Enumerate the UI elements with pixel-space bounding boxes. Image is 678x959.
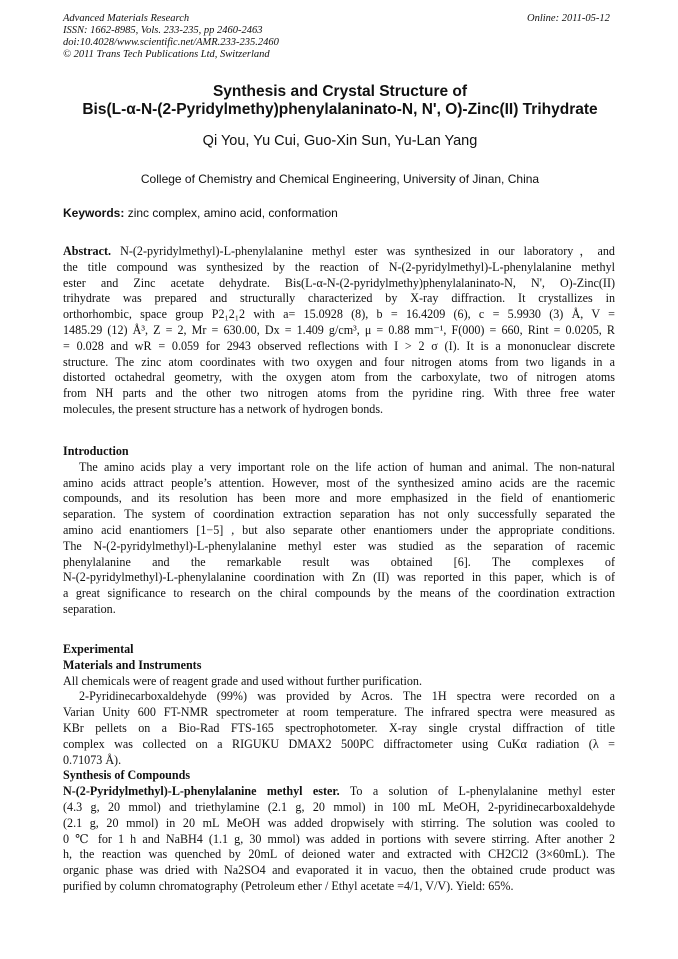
materials-line-1: All chemicals were of reagent grade and used without further purification. xyxy=(63,673,422,688)
synthesis-line-4: 0 ℃ for 1 h and NaBH4 (1.1 g, 30 mmol) was added in portions with severe stirring. After another 2 xyxy=(63,831,615,846)
synthesis-line-2: (4.3 g, 20 mmol) and triethylamine (2.1 g, 20 mmol) in 100 mL MeOH, 2-pyridinecarboxaldehyde xyxy=(63,799,615,814)
abstract-line-7: = 0.028 and wR = 0.059 for 2943 observed reflections with I > 2 σ (I). It is a mononuclear discrete xyxy=(63,338,615,353)
abstract-line-4: trihydrate was prepared and structurally characterized by X-ray diffraction. It crystallizes in xyxy=(63,291,615,306)
intro-line-1: The amino acids play a very important role on the life action of human and animal. The non-natural xyxy=(79,459,615,474)
copyright-line: © 2011 Trans Tech Publications Ltd, Switzerland xyxy=(63,49,270,60)
synthesis-line-1 xyxy=(63,784,615,800)
intro-line-3: compounds, and its resolution has been more and more emphasized in the field of enantiomeric xyxy=(63,491,615,506)
materials-line-4: KBr pellets on a Bio-Rad FTS-165 spectrophotometer. X-ray single crystal diffraction of title xyxy=(63,720,615,735)
abstract-line-3: ester and Zinc acetate dehydrate. Bis(L-α-N-(2-pyridylmethy)phenylalaninato-N, N', O)-Zinc(II) xyxy=(63,275,615,290)
online-date: Online: 2011-05-12 xyxy=(527,13,610,24)
materials-line-5: complex was collected on a RIGUKU DMAX2 500PC diffractometer using CuKα radiation (λ = xyxy=(63,736,615,751)
synthesis-line-3: (2.1 g, 20 mmol) in 20 mL MeOH was added dropwisely with stirring. The solution was cooled to xyxy=(63,815,615,830)
intro-line-2: amino acids attract people’s attention. However, most of the synthesized amino acids are the racemic xyxy=(63,475,615,490)
abstract-line-10: from NH parts and the other two nitrogen atoms from the pyridine ring. With three free water xyxy=(63,386,615,401)
materials-line-2: 2-Pyridinecarboxaldehyde (99%) was provided by Acros. The 1H spectra were recorded on a xyxy=(79,689,615,704)
synthesis-line-6: organic phase was dried with Na2SO4 and evaporated it in vacuo, then the obtained crude product was xyxy=(63,863,615,878)
issn-line: ISSN: 1662-8985, Vols. 233-235, pp 2460-2463 xyxy=(63,25,263,36)
abstract-text: N-(2-pyridylmethyl)-L-phenylalanine methyl ester was synthesized in our laboratory，and xyxy=(120,244,615,258)
abstract-line-5: orthorhombic, space group P2₁2₁2 with a= 15.0928 (8), b = 16.4209 (6), c = 5.9930 (3) Å, V = xyxy=(63,307,615,322)
intro-line-6: The N-(2-pyridylmethyl)-L-phenylalanine methyl ester was studied as the separation of racemic xyxy=(63,538,615,553)
experimental-section xyxy=(63,642,615,895)
introduction-section xyxy=(63,444,615,618)
intro-line-5: amino acid enantiomers [1−5] , but also separate other enantiomers under the appropriate conditions. xyxy=(63,522,615,537)
materials-heading: Materials and Instruments xyxy=(63,657,202,672)
intro-line-10: separation. xyxy=(63,601,116,616)
keywords xyxy=(63,206,615,220)
synthesis-text: To a solution of L-phenylalanine methyl ester xyxy=(349,784,615,799)
keywords-label: Keywords: xyxy=(63,206,125,220)
abstract-label: Abstract. xyxy=(63,244,112,258)
abstract xyxy=(63,244,615,418)
materials-line-6: 0.71073 Å). xyxy=(63,752,122,767)
paper-title xyxy=(40,83,640,119)
intro-line-9: a great significance to research on the chiral compounds by the means of the coordination extraction xyxy=(63,586,615,601)
keywords-text: zinc complex, amino acid, conformation xyxy=(127,206,338,220)
abstract-line-1 xyxy=(63,244,615,260)
intro-line-8: N-(2-pyridylmethyl)-L-phenylalanine coordination with Zn (II) was reported in this paper, which is of xyxy=(63,570,615,585)
title-line-1: Synthesis and Crystal Structure of xyxy=(212,83,468,100)
abstract-line-6: 1485.29 (12) Å³, Z = 2, Mr = 630.00, Dx = 1.409 g/cm³, μ = 0.88 mm⁻¹, F(000) = 660, Rint = 0.0205, R xyxy=(63,322,615,337)
intro-line-4: separation. The system of coordination extraction separation has not only successfully separated the xyxy=(63,507,615,522)
intro-line-7: phenylalanine and the remarkable result was obtained [6]. The complexes of xyxy=(63,554,615,569)
abstract-line-2: the title compound was synthesized by the reaction of N-(2-pyridylmethyl)-L-phenylalanine methyl xyxy=(63,259,615,274)
synthesis-line-7: purified by column chromatography (Petroleum ether / Ethyl acetate =4/1, V/V). Yield: 65%. xyxy=(63,878,514,893)
abstract-line-11: molecules, the present structure has a network of hydrogen bonds. xyxy=(63,401,384,416)
journal-header xyxy=(63,13,279,61)
abstract-line-8: structure. The zinc atom coordinates with two oxygen and four nitrogen atoms from two ligands in a xyxy=(63,354,615,369)
abstract-line-9: distorted octahedral geometry, with the oxygen atom from the carboxylate, two of nitrogen atoms xyxy=(63,370,615,385)
affiliation: College of Chemistry and Chemical Engineering, University of Jinan, China xyxy=(140,172,540,186)
synthesis-subhead: N-(2-Pyridylmethyl)-L-phenylalanine methyl ester. xyxy=(63,784,340,799)
journal-name: Advanced Materials Research xyxy=(63,13,190,24)
authors: Qi You, Yu Cui, Guo-Xin Sun, Yu-Lan Yang xyxy=(202,133,478,149)
synthesis-line-5: h, the reaction was quenched by 20mL of deioned water and extracted with CH2Cl2 (3×60mL). The xyxy=(63,847,615,862)
materials-line-3: Varian Unity 600 FT-NMR spectrometer at room temperature. The infrared spectra were measured as xyxy=(63,705,615,720)
introduction-heading: Introduction xyxy=(63,444,129,458)
title-line-2: Bis(L-α-N-(2-Pyridylmethy)phenylalaninato-N, N', O)-Zinc(II) Trihydrate xyxy=(82,101,598,118)
experimental-heading: Experimental xyxy=(63,642,134,656)
synthesis-heading: Synthesis of Compounds xyxy=(63,768,191,783)
doi-line: doi:10.4028/www.scientific.net/AMR.233-235.2460 xyxy=(63,37,279,48)
